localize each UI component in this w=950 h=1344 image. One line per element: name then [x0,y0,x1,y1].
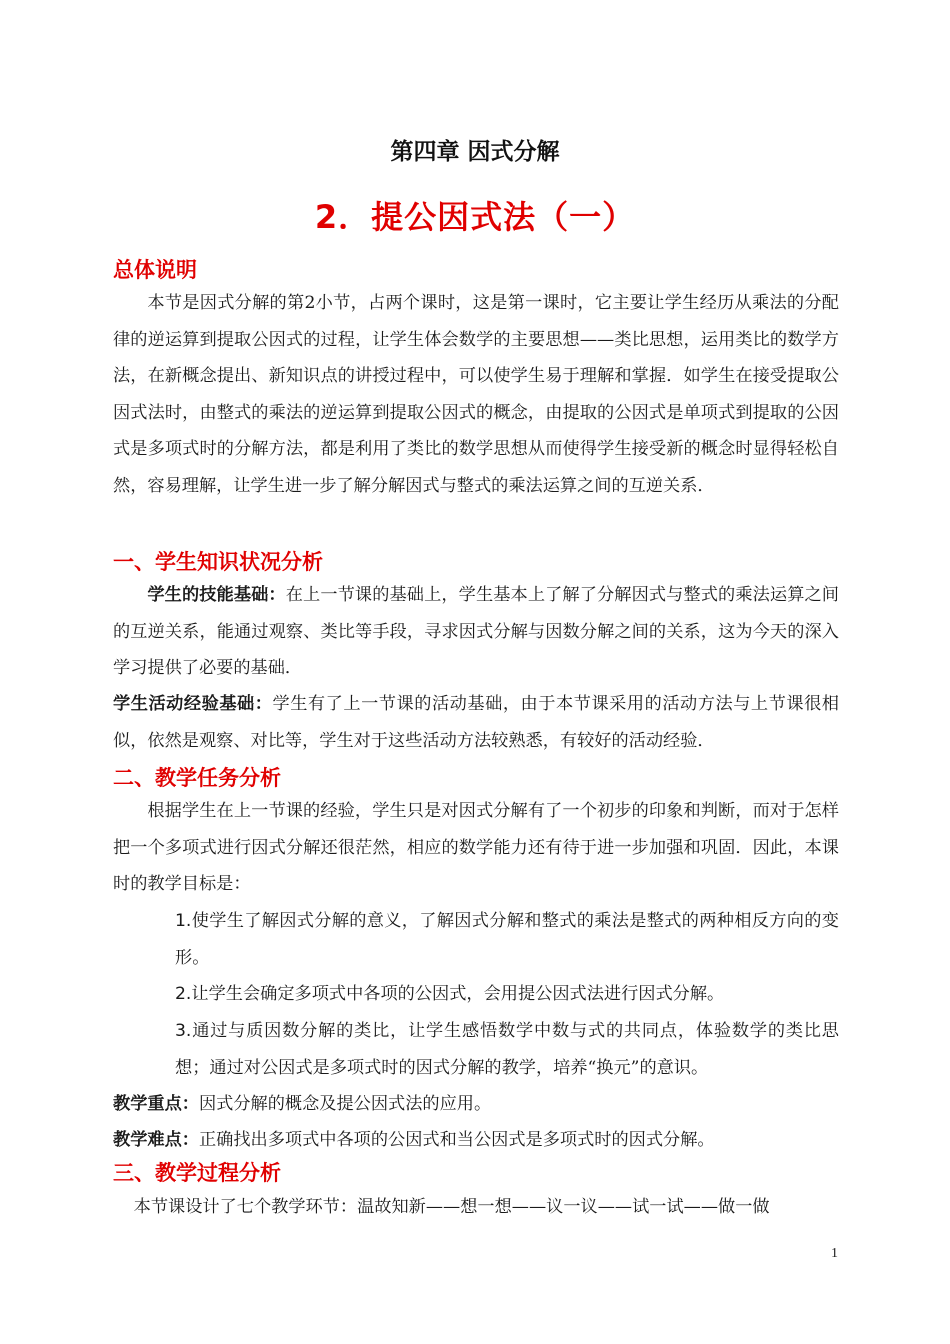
activity-text: 学生有了上一节课的活动基础，由于本节课采用的活动方法与上节课很相似，依然是观察、对比等，学生对于这些活动方法较熟悉，有较好的活动经验． [113,694,839,751]
skill-label: 学生的技能基础： [147,585,286,605]
teaching-difficulty-text: 正确找出多项式中各项的公因式和当公因式是多项式时的因式分解。 [198,1130,715,1150]
overview-paragraph: 本节是因式分解的第2小节，占两个课时，这是第一课时，它主要让学生经历从乘法的分配律的逆运算到提取公因式的过程，让学生体会数学的主要思想——类比思想，运用类比的数学方法，在新概念提出、新知识点的讲授过程中，可以使学生易于理解和掌握．如学生在接受提取公因式法时，由整式的乘法的逆运算到提取公因式的概念，由提取的公因式是单项式到提取的公因式是多项式时的分解方法，都是利用了类比的数学思想从而使得学生接受新的概念时显得轻松自然，容易理解，让学生进一步了解分解因式与整式的乘法运算之间的互逆关系． [113,293,839,496]
activity-paragraph [113,686,839,759]
section3-heading: 三、教学过程分析 [113,1161,281,1185]
teaching-difficulty-line [113,1122,839,1159]
goal-text: 让学生会确定多项式中各项的公因式，会用提公因式法进行因式分解。 [191,984,725,1004]
goal-text: 通过与质因数分解的类比，让学生感悟数学中数与式的共同点，体验数学的类比思想；通过对公因式是多项式时的因式分解的教学，培养“换元”的意识。 [175,1021,839,1078]
section2-heading: 二、教学任务分析 [113,766,281,790]
overview-heading: 总体说明 [113,258,197,282]
activity-label: 学生活动经验基础： [113,694,273,714]
goal-item-3 [175,1013,839,1086]
section1-heading: 一、学生知识状况分析 [113,550,323,574]
lesson-title: 2．提公因式法（一） [314,198,636,236]
task-intro-paragraph: 根据学生在上一节课的经验，学生只是对因式分解有了一个初步的印象和判断，而对于怎样把一个多项式进行因式分解还很茫然，相应的数学能力还有待于进一步加强和巩固．因此，本课时的教学目标是： [113,801,839,894]
skill-paragraph [113,577,839,687]
goal-number: 2. [175,984,192,1004]
goal-number: 3. [175,1021,192,1041]
goal-text: 使学生了解因式分解的意义，了解因式分解和整式的乘法是整式的两种相反方向的变形。 [175,911,839,968]
teaching-difficulty-label: 教学难点： [113,1130,199,1150]
skill-text: 在上一节课的基础上，学生基本上了解了分解因式与整式的乘法运算之间的互逆关系，能通过观察、类比等手段，寻求因式分解与因数分解之间的关系，这为今天的深入学习提供了必要的基础． [113,585,839,678]
chapter-title: 第四章 因式分解 [390,139,560,165]
teaching-key-line [113,1086,839,1123]
process-paragraph: 本节课设计了七个教学环节：温故知新——想一想——议一议——试一试——做一做 [133,1197,770,1217]
page-number: 1 [831,1246,838,1261]
teaching-key-text: 因式分解的概念及提公因式法的应用。 [198,1094,492,1114]
teaching-key-label: 教学重点： [113,1094,199,1114]
goal-item-1 [175,903,839,976]
goal-number: 1. [175,911,192,931]
goal-item-2 [175,976,839,1013]
